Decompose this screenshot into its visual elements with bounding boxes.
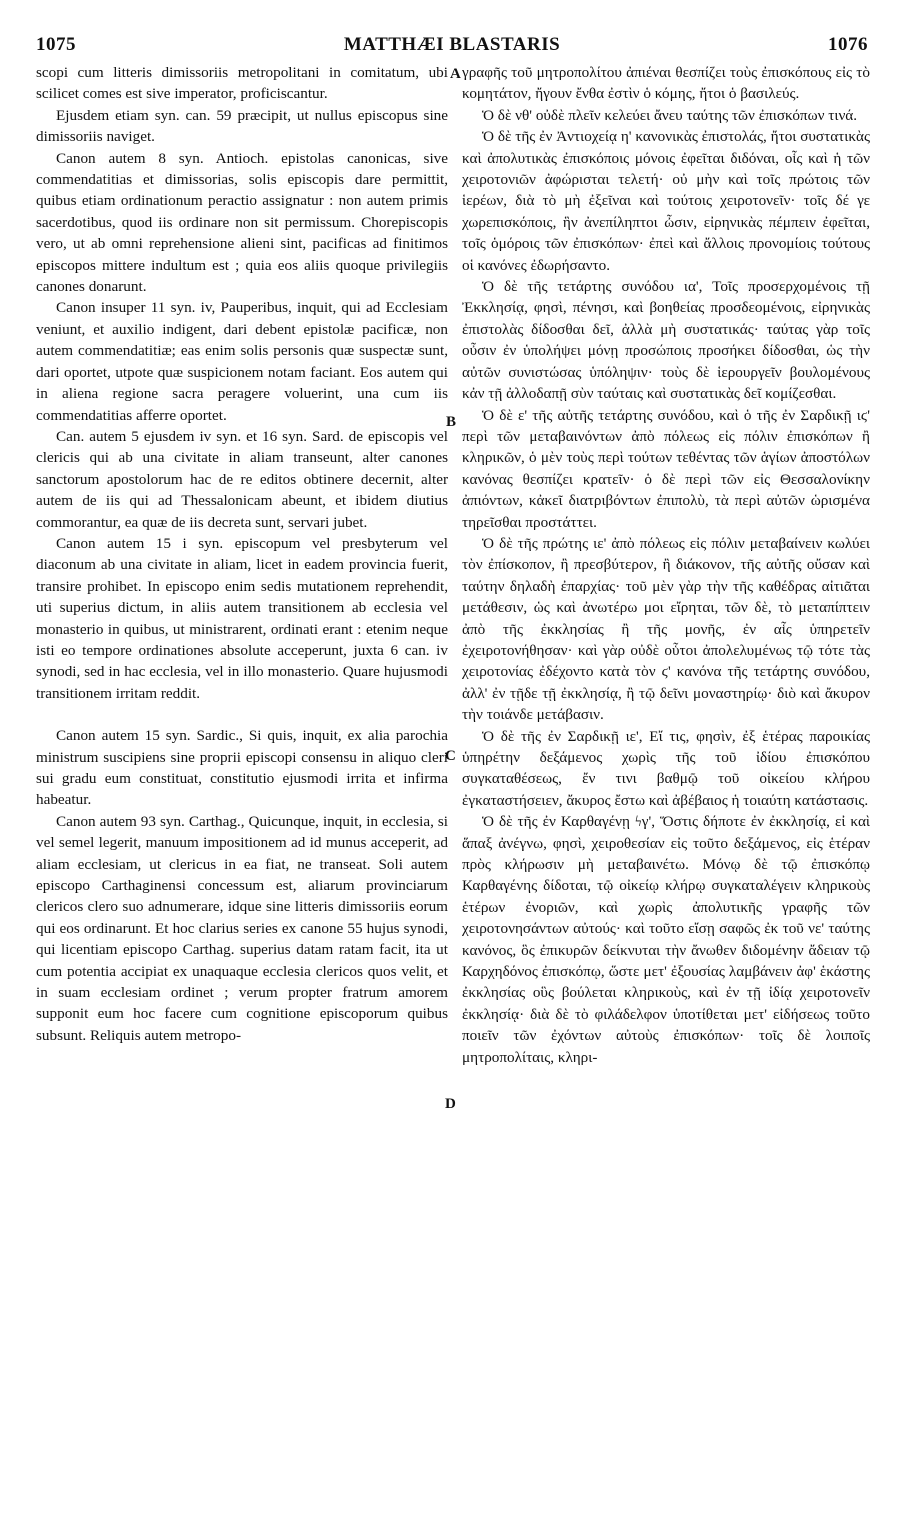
margin-marker-d: D [445, 1096, 456, 1112]
latin-paragraph: scopi cum litteris dimissoriis metropolitani in comitatum, ubi scilicet comes est sive imperator, proficiscantur. [36, 64, 448, 103]
page-header [36, 34, 868, 60]
page-number-left: 1075 [36, 34, 76, 55]
latin-paragraph: Canon autem 8 syn. Antioch. epistolas canonicas, sive commendatitias et dimissorias, solis episcopis dare permittit, quibus etiam ordinationum peractio assignatur : non autem primis sacerdotibus, quod iis ordinare non sit permissum. Chorepiscopis vero, ut ab omni reprehensione alieni sint, pacificas ad finitimos episcopos mittere indultum est ; quia eos aliis quoque privilegiis canones donarunt. [36, 149, 448, 296]
latin-paragraph: Canon autem 15 i syn. episcopum vel presbyterum vel diaconum ab una civitate in aliam, licet in eadem provincia fuerit, transire prohibet. In episcopo enim sedis mutationem reprehendit, uti superius dictum, in aliis autem transitionem ab ecclesia vel monasterio in quibus, ut ministrarent, ordinati erant : etenim neque isti eo tempore ordinationes absolute acceperunt, juxta 6 can. iv synodi, sed in hac ecclesia, vel in illo monasterio. Quare hujusmodi transitionem irritam reddit. [36, 534, 448, 702]
greek-paragraph: Ὁ δὲ τῆς ἐν Καρθαγένῃ ϟγ', Ὅστις δήποτε ἐν ἐκκλησίᾳ, εἰ καὶ ἅπαξ ἀνέγνω, φησὶ, χειροθεσίαν εἰς τοῦτο δεξάμενος, εἰς ἑτέραν πρὸς κλήρωσιν μὴ μεταβαινέτω. Μόνῳ δὲ τῷ ἐπισκόπῳ Καρθαγένης δίδοται, τῷ οἰκείῳ κλήρῳ συγκαταλέγειν κληρικοὺς ἑτέρων ἐνοριῶν, καὶ χωρὶς ἀπολυτικῆς γραφῆς τῶν χειροτονησάντων αὐτούς· καὶ τοῦτο εἴσῃ σαφῶς ἐκ τοῦ νε' ταύτης κανόνος, ὃς ἐπικυρῶν δείκνυται τὴν ἄνωθεν διδομένην ἄδειαν τῷ Καρχηδόνος ἐπισκόπῳ, ὥστε μετ' ἐξουσίας λαμβάνειν ἀφ' ἑκάστης ἐκκλησίας οὓς βούλεται κληρικοὺς, καὶ ἐν τῇ ἰδίᾳ χειροτονεῖν ἐκκλησίᾳ· διὰ δὲ τὸ φιλάδελφον ὑποτίθεται μετ' εἰδήσεως τοῦτο ποιεῖν τῶν ἐχόντων αὐτοὺς ἐπισκόπων· τοῖς δὲ λοιποῖς μητροπολίταις, κληρι- [462, 813, 870, 1066]
greek-paragraph: Ὁ δὲ τῆς τετάρτης συνόδου ια', Τοῖς προσερχομένοις τῇ Ἐκκλησίᾳ, φησὶ, πένησι, καὶ βοηθείας προσδεομένοις, εἰρηνικὰς ἐπιστολὰς δίδοσθαι δεῖ, ἀλλὰ μὴ συστατικάς· ταύτας γὰρ τοῖς οὖσιν ἐν ὑπολήψει μόνῃ προσώποις προσήκει δίδοσθαι, ὡς τὴν αὐτῶν συνιστώσας ὑπόληψιν· τοὺς δὲ ἱερουργεῖν βουλομένους κἀν τῇ ἀλλοδαπῇ σὺν ταύταις καὶ συστατικὰς δεῖ κομίζεσθαι. [462, 278, 870, 403]
margin-marker-c: C [445, 748, 456, 764]
latin-paragraph: Ejusdem etiam syn. can. 59 præcipit, ut nullus episcopus sine dimissoriis naviget. [36, 106, 448, 146]
greek-paragraph: Ὁ δὲ ε' τῆς αὐτῆς τετάρτης συνόδου, καὶ ὁ τῆς ἐν Σαρδικῇ ιϛ' περὶ τῶν μεταβαινόντων ἀπὸ πόλεως εἰς πόλιν ἐπισκόπων ἢ κληρικῶν, ὁ μὲν τοὺς περὶ τούτων τεθέντας τῶν ἁγίων ἀποστόλων κανόνας θεσπίζει κρατεῖν· ὁ δὲ περὶ τῶν εἰς Θεσσαλονίκην ἀπιόντων, κἀκεῖ διατριβόντων ἐπιπολὺ, τὰ περὶ αὐτῶν ὡρισμένα τηρεῖσθαι προστάττει. [462, 406, 870, 531]
latin-paragraph: Canon autem 15 syn. Sardic., Si quis, inquit, ex alia parochia ministrum suscipiens sine proprii episcopi consensu in aliquo cleri sui gradu eum constituat, constitutio ejusmodi irrita et infirma habeatur. [36, 727, 448, 809]
greek-paragraph: Ὁ δὲ νθ' οὐδὲ πλεῖν κελεύει ἄνευ ταύτης τῶν ἐπισκόπων τινά. [482, 106, 858, 124]
running-title: MATTHÆI BLASTARIS [343, 34, 561, 55]
latin-paragraph: Canon insuper 11 syn. iv, Pauperibus, inquit, qui ad Ecclesiam veniunt, et auxilio indigent, dari debent epistolæ pacificæ, non autem commendatitiæ; eas enim solis personis quæ suspectæ sunt, dari oportet, utpote quæ suspicionem notam faciant. Eos autem qui in aliena regione sacra peragere voluerint, una cum iis commendatitias afferre oportet. [36, 299, 448, 424]
greek-column [462, 62, 870, 1520]
greek-paragraph: Ὁ δὲ τῆς ἐν Σαρδικῇ ιε', Εἴ τις, φησὶν, ἐξ ἑτέρας παροικίας ὑπηρέτην δεξάμενος χωρὶς τῆς τοῦ ἰδίου ἐπισκόπου συγκαταθέσεως, ἔν τινι βαθμῷ τοῦ οἰκείου κλήρου ἐγκαταστήσειεν, ἄκυρος ἔστω καὶ ἀβέβαιος ἡ τοιαύτη κατάστασις. [462, 727, 870, 809]
latin-paragraph: Canon autem 93 syn. Carthag., Quicunque, inquit, in ecclesia, si vel semel legerit, manuum impositionem ad id munus acceperit, ad aliam ecclesiam, ut clericus in ea fiat, ne transeat. Soli autem episcopo Carthaginensi concessum est, aliarum provinciarum clericos clero suo adnumerare, idque sine litteris dimissoriis eorum qui eos ordinarunt. Et hoc clarius series ex canone 55 hujus synodi, qui licentiam episcopo Carthag. superius datam ratam facit, ita ut cum potentia accipiat ex unaquaque ecclesia clericos quos velit, et in suam ecclesiam ordinet ; verum propter fratrum amorem supponit eum hoc facere cum cognitione episcoporum quibus subsunt. Reliquis autem metropo- [36, 812, 448, 1044]
page-number-right: 1076 [828, 34, 868, 55]
latin-paragraph: Can. autem 5 ejusdem iv syn. et 16 syn. Sard. de episcopis vel clericis qui ab una civitate in aliam transeunt, alter canones sanctorum apostolorum hac de re editos obtinere decernit, alter autem de iis qui ad Thessalonicam abeunt, et ibidem diutius commorantur, ea quæ de iis decreta sunt, servari jubet. [36, 427, 448, 531]
margin-marker-b: B [446, 414, 457, 430]
greek-paragraph: Ὁ δὲ τῆς ἐν Ἀντιοχείᾳ η' κανονικὰς ἐπιστολάς, ἤτοι συστατικὰς καὶ ἀπολυτικὰς ἐπισκόποις μόνοις ἐφεῖται διδόναι, οἷς καὶ ἡ τῶν χειροτονιῶν ἀφώρισται τελετή· οὐ μὴν καὶ τοῖς πρώτοις τῶν ἱερέων, διὰ τὸ μὴ ἐξεῖναι καὶ τούτοις χειροτονεῖν· τοῖς δέ γε χωρεπισκόποις, ἣν ἀνεπίληπτοι ὦσιν, εἰρηνικὰς πέμπειν ἐφεῖται, τοῖς ὁμόροις τῶν ἐπισκόπων· ἐπεὶ καὶ ἄλλοις προνομίοις τούτους οἱ κανόνες ἐδωρήσαντο. [462, 128, 870, 274]
latin-column [36, 62, 448, 1520]
greek-paragraph: γραφῆς τοῦ μητροπολίτου ἀπιέναι θεσπίζει τοὺς ἐπισκόπους εἰς τὸ κομητάτον, ἤγουν ἔνθα ἐστὶν ὁ κόμης, ἤτοι ὁ βασιλεύς. [462, 64, 870, 103]
greek-paragraph: Ὁ δὲ τῆς πρώτης ιε' ἀπὸ πόλεως εἰς πόλιν μεταβαίνειν κωλύει τὸν ἐπίσκοπον, ἢ πρεσβύτερον, ἢ διάκονον, τῆς αὐτῆς οὔσαν καὶ ταύτην δηλαδὴ ἐπαρχίας· τοῦ μὲν γὰρ τὴν τῆς καθέδρας αἰτιᾶται μετάθεσιν, ὡς καὶ ἀνωτέρω μοι εἴρηται, τῶν δὲ, τὸ μεταπίπτειν ἀπὸ τῆς ἐκκλησίας ἢ τῆς μονῆς, ἐν αἷς ὑπηρετεῖν ἐχειροτονήθησαν· καὶ γὰρ οὐδὲ οὗτοι ἀπολελυμένως τῷ τότε τὰς χειροτονίας ἐδέχοντο κατὰ τὸν ϛ' κανόνα τῆς τετάρτης συνόδου, ἀλλ' ἐν τῇδε τῇ ἐκκλησίᾳ, ἢ τῷ δεῖνι μοναστηρίῳ· διὸ καὶ ἄκυρον τὴν τοιάνδε μετάβασιν. [462, 534, 870, 724]
margin-marker-a: A [450, 66, 461, 82]
